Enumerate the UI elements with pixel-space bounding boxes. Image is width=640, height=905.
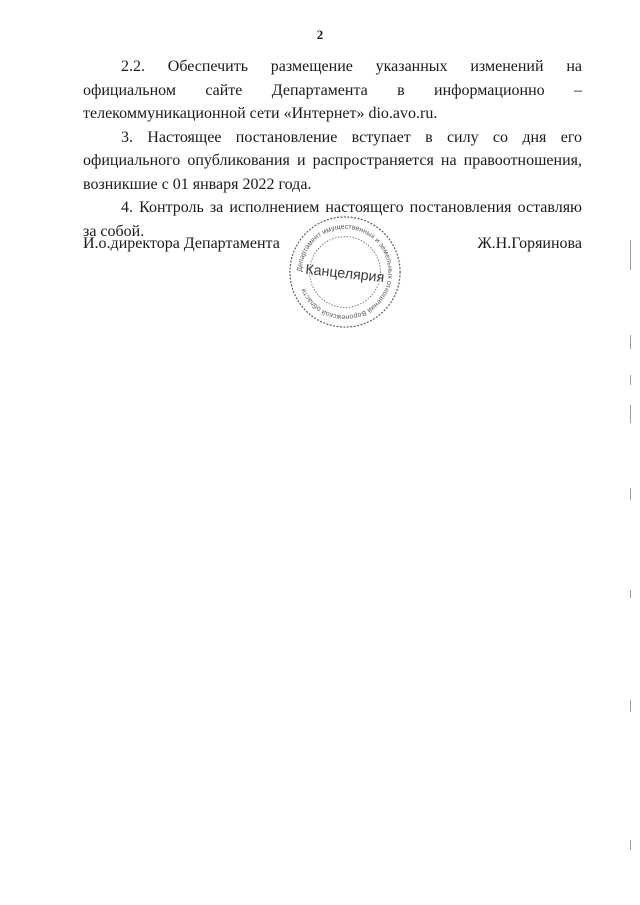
paragraph-3: 3. Настоящее постановление вступает в силу со дня его официального опубликования и распространяется на правоотношения, возникшие с 01 января 2022 года.: [83, 128, 582, 193]
stamp-seal-graphic: [286, 213, 404, 331]
page-number: 2: [316, 27, 324, 42]
paragraph-2-2: 2.2. Обеспечить размещение указанных изменений на официальном сайте Департамента в информационно – телекоммуникационной сети «Интернет» dio.avo.ru.: [83, 58, 582, 122]
scan-edge-mark: [630, 488, 631, 500]
scan-edge-mark: [630, 700, 631, 712]
signatory-name: Ж.Н.Горяинова: [477, 235, 582, 252]
office-stamp: [286, 213, 404, 331]
scan-edge-mark: [630, 240, 631, 270]
scan-edge-mark: [630, 405, 631, 423]
stamp-ring-text: Департамент имущественных и земельных отношений Воронежской области: [295, 222, 395, 322]
scan-edge-mark: [630, 335, 631, 349]
paragraph-4: 4. Контроль за исполнением настоящего постановления оставляю за собой.: [83, 199, 582, 240]
stamp-center-text: Канцелярия: [304, 261, 386, 286]
scan-edge-marks: [630, 240, 634, 880]
scan-edge-mark: [630, 590, 631, 598]
signatory-role: И.о.директора Департамента: [83, 235, 280, 252]
scan-edge-mark: [630, 375, 631, 385]
scan-edge-mark: [630, 840, 631, 850]
